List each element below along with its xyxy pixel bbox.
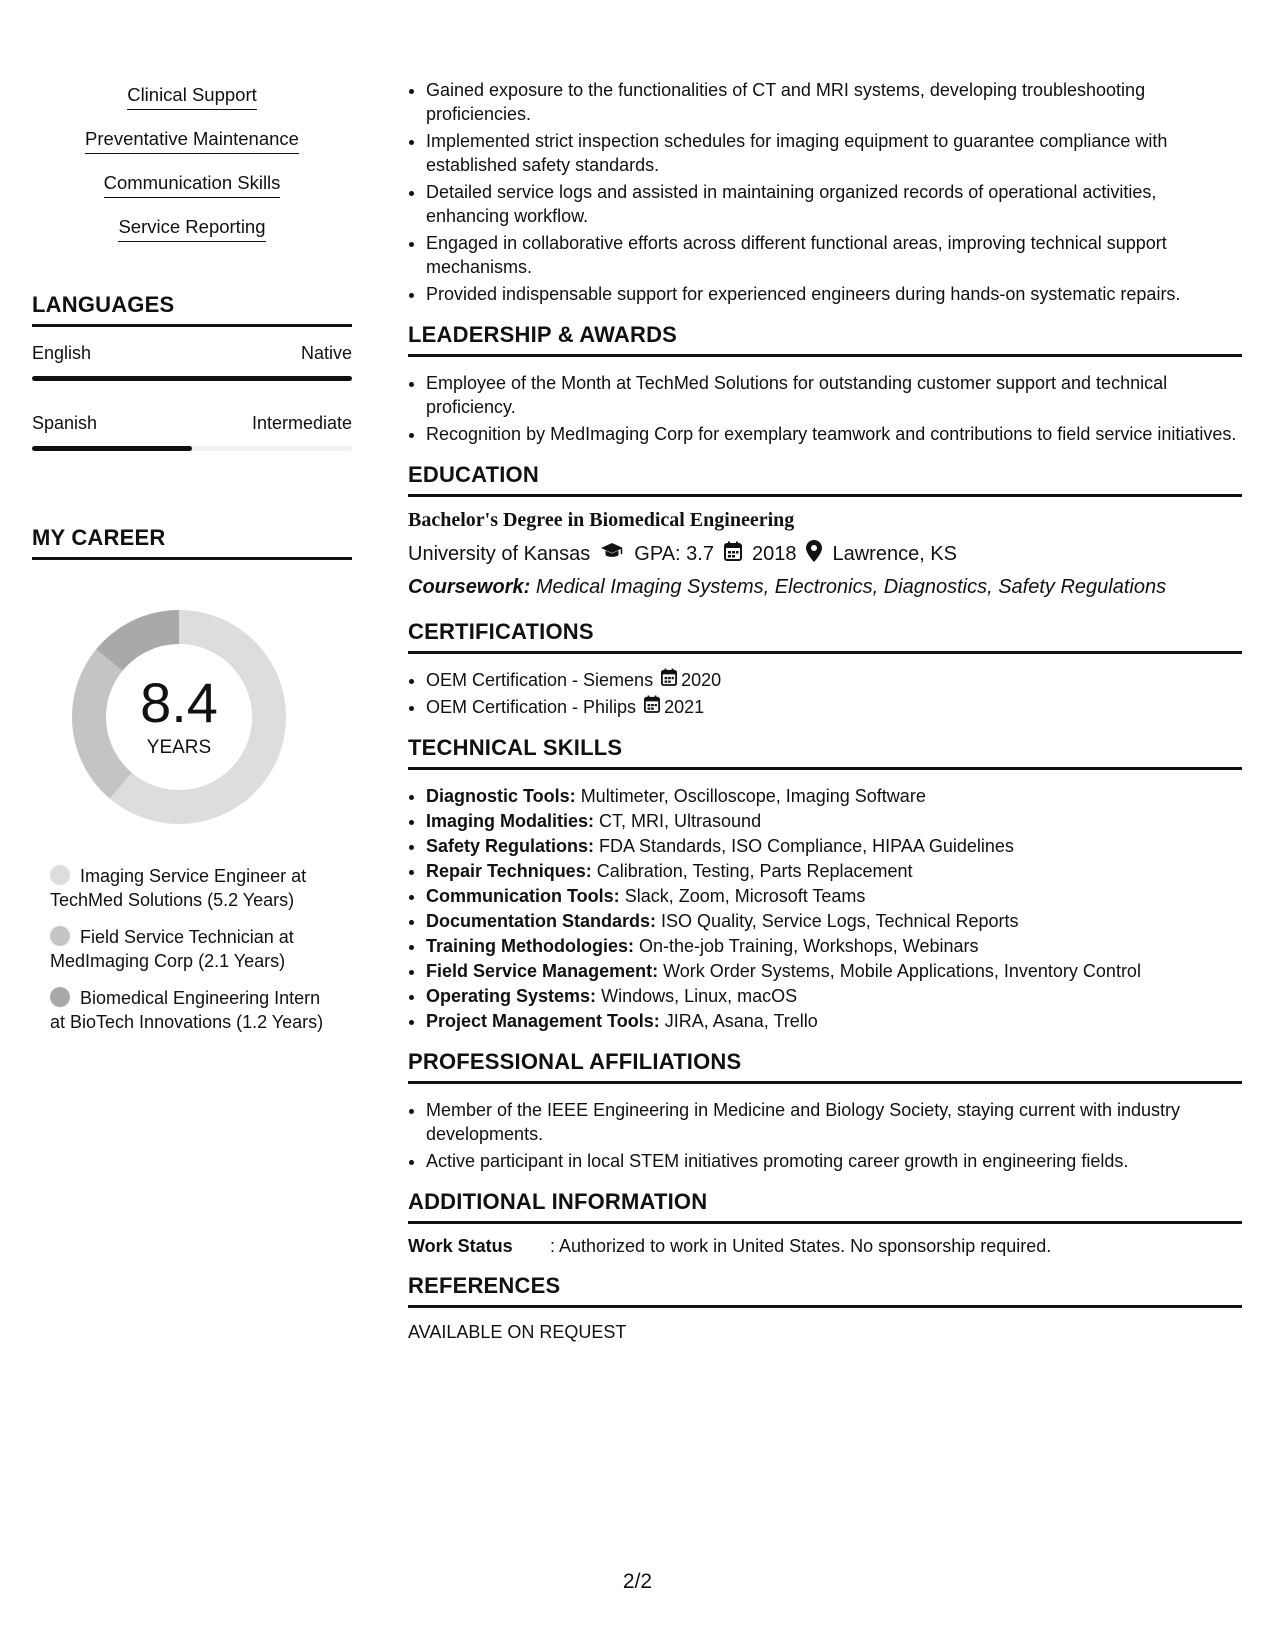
- language-level: Intermediate: [251, 413, 352, 433]
- skill-item: Service Reporting: [118, 216, 265, 242]
- language-bar-fill: [32, 376, 352, 381]
- technical-skills-heading: TECHNICAL SKILLS: [408, 735, 1242, 770]
- affiliation-item: • Member of the IEEE Engineering in Medicine and Biology Society, staying current with industry developments.: [426, 1098, 1242, 1146]
- work-status-label: Work Status: [408, 1236, 513, 1256]
- education-section: [408, 462, 1242, 599]
- certification-year: 2021: [664, 697, 705, 717]
- references-heading: REFERENCES: [408, 1273, 1242, 1308]
- languages-section: [32, 292, 352, 451]
- skill-value: FDA Standards, ISO Compliance, HIPAA Guidelines: [599, 836, 1014, 856]
- technical-skill-item: [426, 1009, 1242, 1033]
- leadership-item: • Employee of the Month at TechMed Solutions for outstanding customer support and technical proficiency.: [426, 371, 1242, 419]
- career-item: [50, 986, 330, 1034]
- experience-bullet: • Implemented strict inspection schedules for imaging equipment to guarantee compliance with established safety standards.: [426, 129, 1242, 177]
- certifications-section: [408, 619, 1242, 719]
- technical-skill-item: [426, 859, 1242, 883]
- calendar-icon: [724, 541, 742, 567]
- language-english: [32, 343, 352, 381]
- language-spanish: [32, 413, 352, 451]
- skill-label: Communication Tools:: [426, 886, 620, 906]
- calendar-icon: [661, 668, 677, 692]
- legend-dot: [50, 865, 70, 885]
- career-total-value: 8.4: [140, 671, 218, 734]
- technical-skill-item: [426, 984, 1242, 1008]
- skill-item: Clinical Support: [127, 84, 257, 110]
- skill-label: Repair Techniques:: [426, 861, 592, 881]
- career-list: [50, 864, 330, 1034]
- legend-dot: [50, 987, 70, 1007]
- education-gpa: GPA: 3.7: [634, 542, 714, 565]
- career-item: [50, 925, 330, 973]
- references-text: AVAILABLE ON REQUEST: [408, 1322, 627, 1342]
- skill-label: Diagnostic Tools:: [426, 786, 576, 806]
- career-item-text: Field Service Technician at MedImaging Corp (2.1 Years): [50, 927, 294, 971]
- certification-item: [426, 695, 1242, 719]
- career-total-unit: YEARS: [146, 737, 212, 758]
- affiliations-list: [408, 1098, 1242, 1173]
- skill-value: Windows, Linux, macOS: [601, 986, 798, 1006]
- skill-label: Imaging Modalities:: [426, 811, 595, 831]
- skill-label: Training Methodologies:: [426, 936, 634, 956]
- skill-value: Slack, Zoom, Microsoft Teams: [624, 886, 866, 906]
- work-status-value: : Authorized to work in United States. No sponsorship required.: [550, 1236, 1052, 1256]
- affiliations-section: [408, 1049, 1242, 1173]
- experience-bullet: • Detailed service logs and assisted in maintaining organized records of operational activities, enhancing workflow.: [426, 180, 1242, 228]
- education-year: 2018: [751, 542, 797, 565]
- career-section: [32, 525, 352, 1034]
- skill-value: ISO Quality, Service Logs, Technical Reports: [661, 911, 1019, 931]
- technical-skill-item: [426, 809, 1242, 833]
- career-donut: [64, 602, 294, 832]
- skill-value: CT, MRI, Ultrasound: [599, 811, 762, 831]
- language-level: Native: [300, 343, 352, 363]
- graduation-cap-icon: [600, 542, 624, 566]
- affiliation-item: • Active participant in local STEM initiatives promoting career growth in engineering fields.: [426, 1149, 1242, 1173]
- language-name: English: [32, 343, 92, 363]
- additional-info-heading: ADDITIONAL INFORMATION: [408, 1189, 1242, 1224]
- skill-value: Work Order Systems, Mobile Applications, Inventory Control: [663, 961, 1141, 981]
- skill-label: Project Management Tools:: [426, 1011, 660, 1031]
- technical-skill-item: [426, 959, 1242, 983]
- legend-dot: [50, 926, 70, 946]
- leadership-item: • Recognition by MedImaging Corp for exemplary teamwork and contributions to field service initiatives.: [426, 422, 1242, 446]
- calendar-icon: [644, 695, 660, 719]
- skill-label: Field Service Management:: [426, 961, 659, 981]
- skill-value: JIRA, Asana, Trello: [664, 1011, 818, 1031]
- certification-year: 2020: [681, 670, 722, 690]
- skill-value: On-the-job Training, Workshops, Webinars: [639, 936, 979, 956]
- skill-label: Documentation Standards:: [426, 911, 657, 931]
- leadership-heading: LEADERSHIP & AWARDS: [408, 322, 1242, 357]
- skill-item: Communication Skills: [104, 172, 281, 198]
- experience-bullet: • Gained exposure to the functionalities of CT and MRI systems, developing troubleshooting proficiencies.: [426, 78, 1242, 126]
- education-location: Lawrence, KS: [832, 542, 957, 565]
- education-heading: EDUCATION: [408, 462, 1242, 497]
- career-item-text: Biomedical Engineering Intern at BioTech Innovations (1.2 Years): [50, 988, 324, 1032]
- language-bar: [32, 446, 352, 451]
- skill-label: Safety Regulations:: [426, 836, 595, 856]
- certification-item: [426, 668, 1242, 692]
- certifications-heading: CERTIFICATIONS: [408, 619, 1242, 654]
- leadership-list: [408, 371, 1242, 446]
- coursework-value: Medical Imaging Systems, Electronics, Diagnostics, Safety Regulations: [535, 576, 1167, 598]
- languages-heading: LANGUAGES: [32, 292, 352, 327]
- experience-bullet: • Engaged in collaborative efforts across different functional areas, improving technical support mechanisms.: [426, 231, 1242, 279]
- career-heading: MY CAREER: [32, 525, 352, 560]
- technical-skill-item: [426, 784, 1242, 808]
- experience-bullets: [408, 78, 1242, 306]
- page-number: 2/2: [622, 1570, 653, 1593]
- education-degree: Bachelor's Degree in Biomedical Engineering: [408, 509, 795, 531]
- additional-info-section: [408, 1189, 1242, 1257]
- technical-skills-section: [408, 735, 1242, 1033]
- technical-skill-item: [426, 909, 1242, 933]
- career-item-text: Imaging Service Engineer at TechMed Solutions (5.2 Years): [50, 866, 307, 910]
- language-bar: [32, 376, 352, 381]
- language-name: Spanish: [32, 413, 98, 433]
- experience-bullet: • Provided indispensable support for experienced engineers during hands-on systematic repairs.: [426, 282, 1242, 306]
- education-details: [408, 540, 1242, 568]
- technical-skill-item: [426, 884, 1242, 908]
- location-pin-icon: [806, 540, 822, 568]
- work-status-row: [408, 1236, 1242, 1257]
- right-column: [408, 78, 1242, 1343]
- certification-name: • OEM Certification - Philips: [426, 697, 637, 717]
- education-coursework: [408, 576, 1242, 599]
- affiliations-heading: PROFESSIONAL AFFILIATIONS: [408, 1049, 1242, 1084]
- technical-skill-item: [426, 834, 1242, 858]
- left-column: [32, 84, 352, 1047]
- references-section: [408, 1273, 1242, 1343]
- coursework-label: Coursework:: [408, 576, 531, 598]
- skill-item: Preventative Maintenance: [85, 128, 299, 154]
- education-school: University of Kansas: [408, 542, 591, 565]
- technical-skill-item: [426, 934, 1242, 958]
- skill-value: Calibration, Testing, Parts Replacement: [596, 861, 913, 881]
- certification-name: • OEM Certification - Siemens: [426, 670, 654, 690]
- technical-skills-list: [408, 784, 1242, 1033]
- language-bar-fill: [32, 446, 192, 451]
- certifications-list: [408, 668, 1242, 719]
- skill-list: [32, 84, 352, 242]
- skill-label: Operating Systems:: [426, 986, 597, 1006]
- career-item: [50, 864, 330, 912]
- skill-value: Multimeter, Oscilloscope, Imaging Software: [580, 786, 926, 806]
- leadership-section: [408, 322, 1242, 446]
